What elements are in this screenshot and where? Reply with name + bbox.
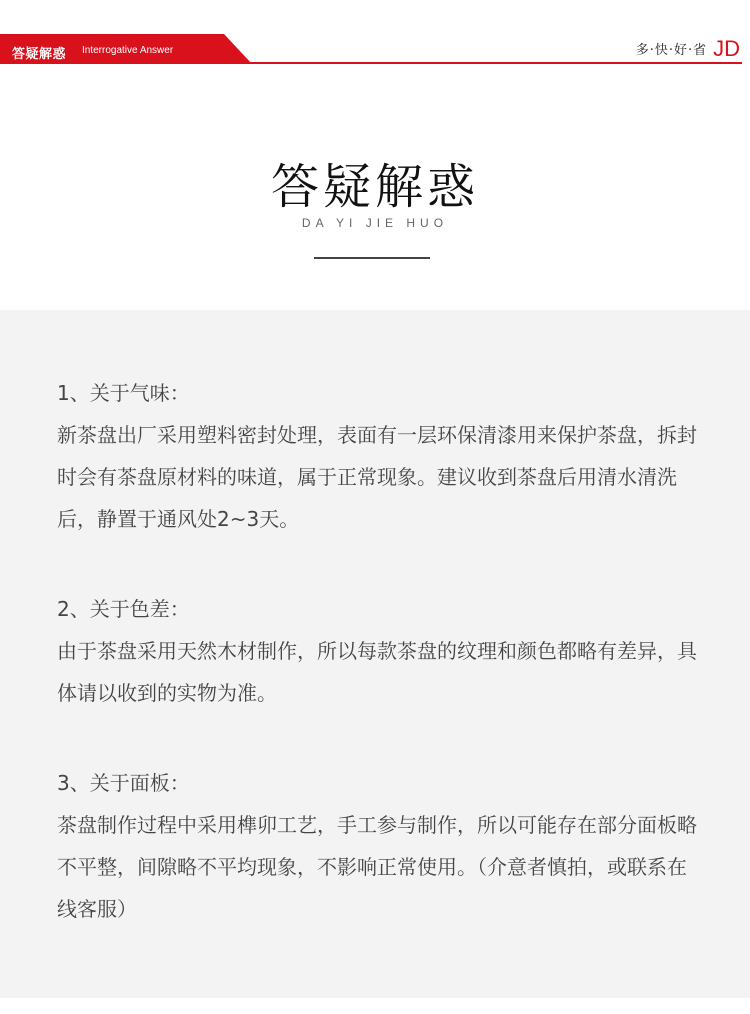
page-subtitle-pinyin: DA YI JIE HUO — [301, 216, 449, 230]
slogan-text: 多·快·好·省 — [635, 43, 708, 58]
faq-body: 由于茶盘采用天然木材制作，所以每款茶盘的纹理和颜色都略有差异，具体请以收到的实物为准。 — [57, 639, 697, 705]
tag-label-cn: 答疑解惑 — [12, 47, 67, 62]
tag-label-en: Interrogative Answer — [82, 45, 174, 56]
header-bar — [0, 0, 750, 64]
faq-item-color — [57, 588, 697, 714]
faq-body: 新茶盘出厂采用塑料密封处理，表面有一层环保清漆用来保护茶盘，拆封时会有茶盘原材料的味道，属于正常现象。建议收到茶盘后用清水清洗后，静置于通风处2~3天。 — [57, 423, 697, 531]
header-divider-line — [0, 62, 742, 64]
page-title: 答疑解惑 — [270, 159, 479, 215]
brand-slogan — [636, 38, 740, 60]
section-tag — [0, 34, 252, 64]
faq-item-smell — [57, 372, 697, 540]
faq-body: 茶盘制作过程中采用榫卯工艺，手工参与制作，所以可能存在部分面板略不平整，间隙略不平均现象，不影响正常使用。（介意者慎拍，或联系在线客服） — [57, 813, 697, 921]
faq-heading: 1、关于气味： — [57, 381, 190, 405]
faq-heading: 2、关于色差： — [57, 597, 190, 621]
faq-panel — [0, 310, 750, 998]
faq-heading: 3、关于面板： — [57, 771, 190, 795]
title-divider — [314, 257, 430, 259]
jd-logo: JD — [713, 36, 740, 61]
faq-item-panel — [57, 762, 697, 930]
